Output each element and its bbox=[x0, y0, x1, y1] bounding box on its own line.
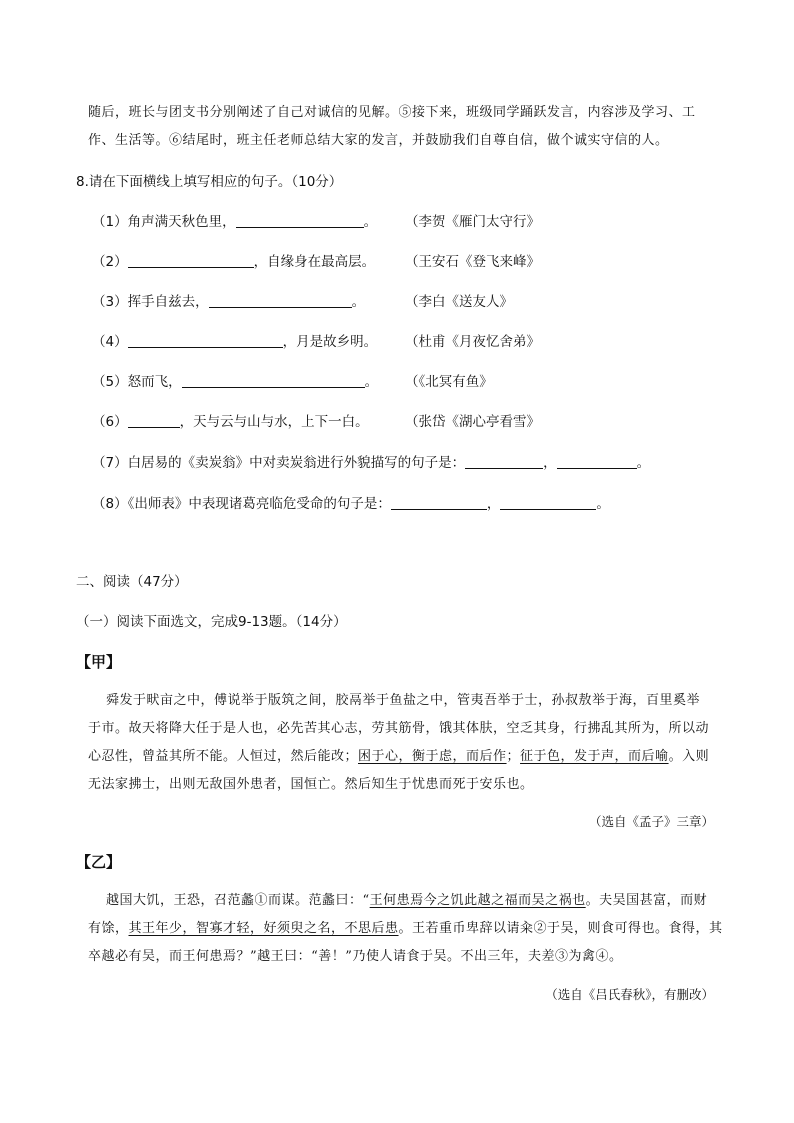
item-text: ，天与云与山与水，上下一白。 bbox=[179, 414, 369, 430]
q8-item-1-source: （李贺《雁门太守行》 bbox=[405, 214, 540, 230]
answer-blank[interactable] bbox=[182, 373, 365, 388]
q8-item-6-source: （张岱《湖心亭看雪》 bbox=[405, 414, 540, 430]
item-text: ，自缘身在最高层。 bbox=[253, 254, 376, 270]
item-text: ，月是故乡明。 bbox=[282, 334, 378, 350]
jia-text: ； bbox=[506, 749, 521, 764]
jia-source: （选自《孟子》三章） bbox=[588, 814, 714, 829]
item-text: 角声满天秋色里， bbox=[127, 214, 236, 230]
item-number: （6） bbox=[92, 414, 128, 430]
yi-line-3: 卒越必有吴，而王何患焉？”越王曰：“善！”乃使人请食于吴。不出三年，夫差③为禽④。 bbox=[88, 949, 623, 964]
yi-label: 【乙】 bbox=[76, 853, 122, 871]
q8-item-4 bbox=[92, 330, 377, 350]
jia-line-1: 舜发于畎亩之中，傅说举于版筑之间，胶鬲举于鱼盐之中，管夷吾举于士，孙叔敖举于海，百里奚举 bbox=[106, 693, 701, 708]
underlined-sentence: 困于心，衡于虑，而后作 bbox=[358, 749, 507, 764]
answer-blank[interactable] bbox=[128, 413, 180, 428]
q8-item-1 bbox=[92, 210, 377, 230]
answer-blank[interactable] bbox=[391, 495, 487, 510]
intro-line-1: 随后，班长与团支书分别阐述了自己对诚信的见解。⑤接下来，班级同学踊跃发言，内容涉及学习、工 bbox=[88, 105, 696, 120]
q8-item-5-source: （《北冥有鱼》 bbox=[405, 374, 493, 390]
answer-blank[interactable] bbox=[128, 333, 283, 348]
yi-text: 。王若重币卑辞以请籴②于吴，则食可得也。食得，其 bbox=[398, 921, 723, 936]
jia-text: 。入则 bbox=[668, 749, 710, 764]
yi-line-2 bbox=[88, 917, 723, 936]
q8-item-3 bbox=[92, 290, 365, 310]
jia-text: 心忍性，曾益其所不能。人恒过，然后能改； bbox=[88, 749, 359, 764]
item-text: 。 bbox=[351, 294, 366, 310]
q8-item-6 bbox=[92, 410, 369, 430]
item-number: （5） bbox=[92, 374, 128, 390]
item-number: （3） bbox=[92, 294, 128, 310]
item-text: 怒而飞， bbox=[127, 374, 182, 390]
yi-line-1 bbox=[106, 889, 707, 908]
q8-item-7 bbox=[92, 451, 650, 471]
answer-blank[interactable] bbox=[236, 213, 364, 228]
underlined-sentence: 其王年少，智寡才轻，好须臾之名，不思后患 bbox=[128, 921, 399, 936]
yi-text: 。夫吴国甚富，而财 bbox=[585, 893, 708, 908]
section-2-subtitle: （一）阅读下面选文，完成9-13题。（14分） bbox=[76, 614, 347, 630]
question-8-title: 8.请在下面横线上填写相应的句子。（10分） bbox=[76, 174, 343, 190]
answer-blank[interactable] bbox=[500, 495, 596, 510]
item-number: （4） bbox=[92, 334, 128, 350]
item-text: 。 bbox=[363, 214, 378, 230]
q8-item-3-source: （李白《送友人》 bbox=[405, 294, 513, 310]
item-number: （7） bbox=[92, 455, 128, 471]
item-number: （8） bbox=[92, 496, 128, 512]
jia-line-3 bbox=[88, 745, 709, 764]
q8-item-5 bbox=[92, 370, 378, 390]
jia-label: 【甲】 bbox=[76, 653, 122, 671]
q8-item-2 bbox=[92, 250, 375, 270]
yi-text: 有馀， bbox=[88, 921, 129, 936]
separator: ， bbox=[486, 496, 501, 512]
underlined-sentence: 王何患焉今之饥此越之福而吴之祸也 bbox=[369, 893, 586, 908]
answer-blank[interactable] bbox=[128, 253, 254, 268]
jia-line-2: 于市。故天将降大任于是人也，必先苦其心志，劳其筋骨，饿其体肤，空乏其身，行拂乱其所为，所以动 bbox=[88, 721, 710, 736]
yi-source: （选自《吕氏春秋》，有删改） bbox=[545, 987, 714, 1002]
period: 。 bbox=[596, 496, 610, 512]
answer-blank[interactable] bbox=[557, 454, 637, 469]
separator: ， bbox=[543, 455, 557, 471]
item-number: （2） bbox=[92, 254, 128, 270]
q8-item-4-source: （杜甫《月夜忆舍弟》 bbox=[405, 334, 540, 350]
answer-blank[interactable] bbox=[209, 293, 352, 308]
yi-text: 越国大饥，王恐，召范蠡①而谋。范蠡曰：“ bbox=[106, 893, 370, 908]
answer-blank[interactable] bbox=[465, 454, 543, 469]
underlined-sentence: 征于色，发于声，而后喻 bbox=[520, 749, 669, 764]
period: 。 bbox=[636, 455, 651, 471]
item-text: 白居易的《卖炭翁》中对卖炭翁进行外貌描写的句子是： bbox=[127, 455, 466, 471]
item-text: 《出师表》中表现诸葛亮临危受命的句子是： bbox=[127, 496, 391, 512]
q8-item-2-source: （王安石《登飞来峰》 bbox=[405, 254, 540, 270]
item-text: 挥手自兹去， bbox=[127, 294, 209, 310]
jia-line-4: 无法家拂士，出则无敌国外患者，国恒亡。然后知生于忧患而死于安乐也。 bbox=[88, 777, 534, 792]
item-number: （1） bbox=[92, 214, 128, 230]
q8-item-8 bbox=[92, 492, 610, 512]
item-text: 。 bbox=[364, 374, 379, 390]
intro-line-2: 作、生活等。⑥结尾时，班主任老师总结大家的发言，并鼓励我们自尊自信，做个诚实守信的人。 bbox=[88, 133, 669, 148]
section-2-title: 二、阅读（47分） bbox=[76, 574, 188, 590]
